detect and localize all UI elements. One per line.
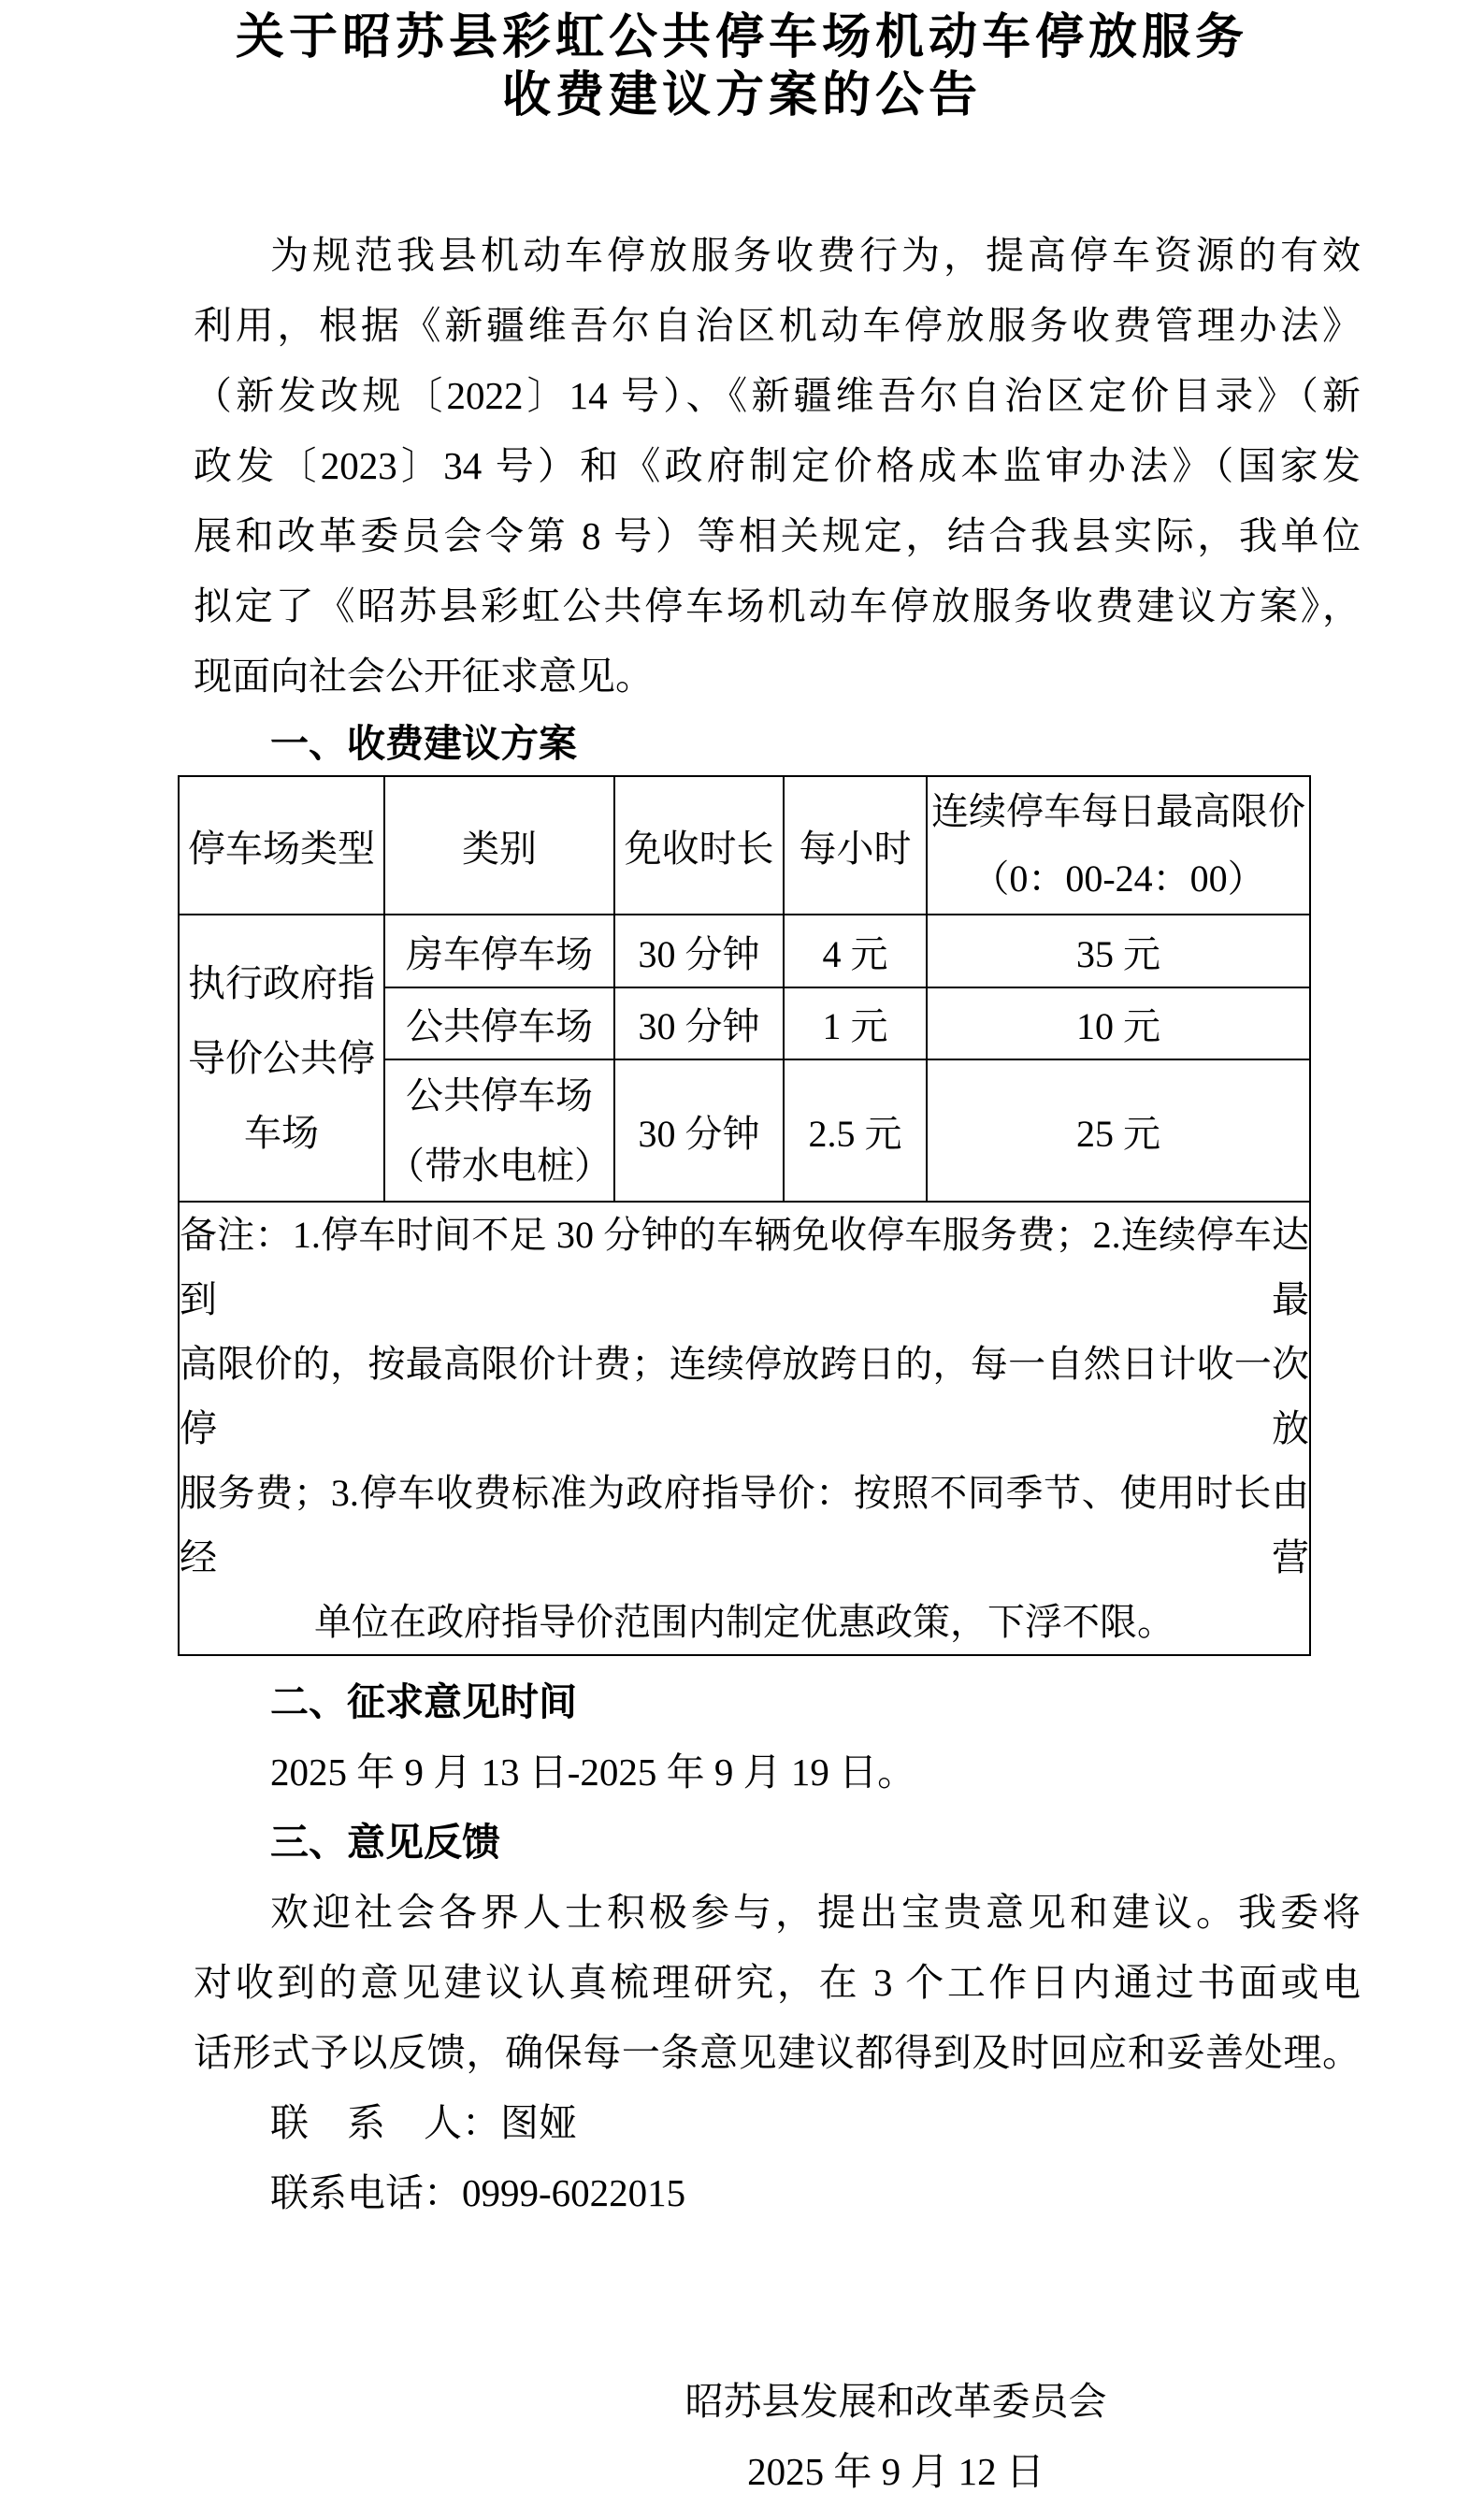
intro-line: 利用，根据《新疆维吾尔自治区机动车停放服务收费管理办法》 xyxy=(194,304,1361,347)
category-line: （带水电桩） xyxy=(387,1145,612,1187)
cell-daily-cap: 35 元 xyxy=(927,915,1310,987)
cell-free-duration: 30 分钟 xyxy=(614,987,784,1059)
section2-heading: 二、征求意见时间 xyxy=(270,1680,577,1723)
issue-date: 2025 年 9 月 12 日 xyxy=(747,2450,1045,2493)
note-line: 服务费；3.停车收费标准为政府指导价：按照不同季节、使用时长由经营 xyxy=(180,1472,1309,1578)
feedback-line: 欢迎社会各界人士积极参与，提出宝贵意见和建议。我委将 xyxy=(270,1891,1361,1934)
header-per-hour: 每小时 xyxy=(784,776,927,915)
fee-table xyxy=(178,775,1311,1656)
intro-line: （新发改规〔2022〕14 号）、《新疆维吾尔自治区定价目录》（新 xyxy=(194,374,1361,417)
cell-category xyxy=(384,1059,614,1202)
table-note-cell xyxy=(179,1202,1310,1655)
header-daily-cap xyxy=(927,776,1310,915)
intro-line: 政发〔2023〕34 号）和《政府制定价格成本监审办法》（国家发 xyxy=(194,444,1361,487)
group-label-line: 导价公共停 xyxy=(188,1036,375,1079)
cell-hourly-rate: 2.5 元 xyxy=(784,1059,927,1202)
header-park-type: 停车场类型 xyxy=(179,776,384,915)
cell-category: 房车停车场 xyxy=(384,915,614,987)
group-label-line: 执行政府指 xyxy=(188,961,375,1004)
intro-line: 为规范我县机动车停放服务收费行为，提高停车资源的有效 xyxy=(270,234,1361,277)
issuing-organization: 昭苏县发展和改革委员会 xyxy=(684,2380,1107,2423)
section1-heading: 一、收费建议方案 xyxy=(270,722,577,765)
category-line: 公共停车场 xyxy=(406,1074,593,1117)
cell-category: 公共停车场 xyxy=(384,987,614,1059)
title-line-2: 收费建议方案的公告 xyxy=(501,69,982,122)
note-line: 高限价的，按最高限价计费；连续停放跨日的，每一自然日计收一次停放 xyxy=(180,1343,1309,1449)
cell-daily-cap: 25 元 xyxy=(927,1059,1310,1202)
signature-block xyxy=(615,2367,1176,2507)
contact-phone: 联系电话：0999-6022015 xyxy=(270,2171,686,2214)
cell-hourly-rate: 4 元 xyxy=(784,915,927,987)
section3-heading: 三、意见反馈 xyxy=(270,1821,500,1864)
note-line: 备注：1.停车时间不足 30 分钟的车辆免收停车服务费；2.连续停车达到最 xyxy=(180,1214,1309,1320)
header-daily-cap-line2: （0：00-24：00） xyxy=(972,857,1265,900)
document-title xyxy=(0,0,1484,125)
intro-line: 现面向社会公开征求意见。 xyxy=(194,655,654,698)
feedback-line: 对收到的意见建议认真梳理研究，在 3 个工作日内通过书面或电 xyxy=(194,1961,1361,2004)
table-note-row xyxy=(179,1202,1310,1655)
table-row xyxy=(179,915,1310,987)
contact-person: 联 系 人：图娅 xyxy=(270,2101,577,2144)
cell-daily-cap: 10 元 xyxy=(927,987,1310,1059)
sections-block xyxy=(194,1667,1361,2228)
note-line: 单位在政府指导价范围内制定优惠政策，下浮不限。 xyxy=(314,1601,1174,1643)
cell-free-duration: 30 分钟 xyxy=(614,1059,784,1202)
intro-line: 拟定了《昭苏县彩虹公共停车场机动车停放服务收费建议方案》， xyxy=(194,584,1361,627)
intro-paragraph xyxy=(194,221,1361,712)
group-label-line: 车场 xyxy=(244,1111,319,1154)
comment-period: 2025 年 9 月 13 日-2025 年 9 月 19 日。 xyxy=(270,1751,916,1794)
intro-line: 展和改革委员会令第 8 号）等相关规定，结合我县实际，我单位 xyxy=(194,514,1361,557)
header-category: 类别 xyxy=(384,776,614,915)
title-line-1: 关于昭苏县彩虹公共停车场机动车停放服务 xyxy=(235,11,1248,65)
feedback-line: 话形式予以反馈，确保每一条意见建议都得到及时回应和妥善处理。 xyxy=(194,2031,1361,2074)
fee-table-header-row xyxy=(179,776,1310,915)
header-daily-cap-line1: 连续停车每日最高限价 xyxy=(931,790,1305,832)
cell-park-type-group xyxy=(179,915,384,1202)
cell-hourly-rate: 1 元 xyxy=(784,987,927,1059)
header-free-duration: 免收时长 xyxy=(614,776,784,915)
cell-free-duration: 30 分钟 xyxy=(614,915,784,987)
